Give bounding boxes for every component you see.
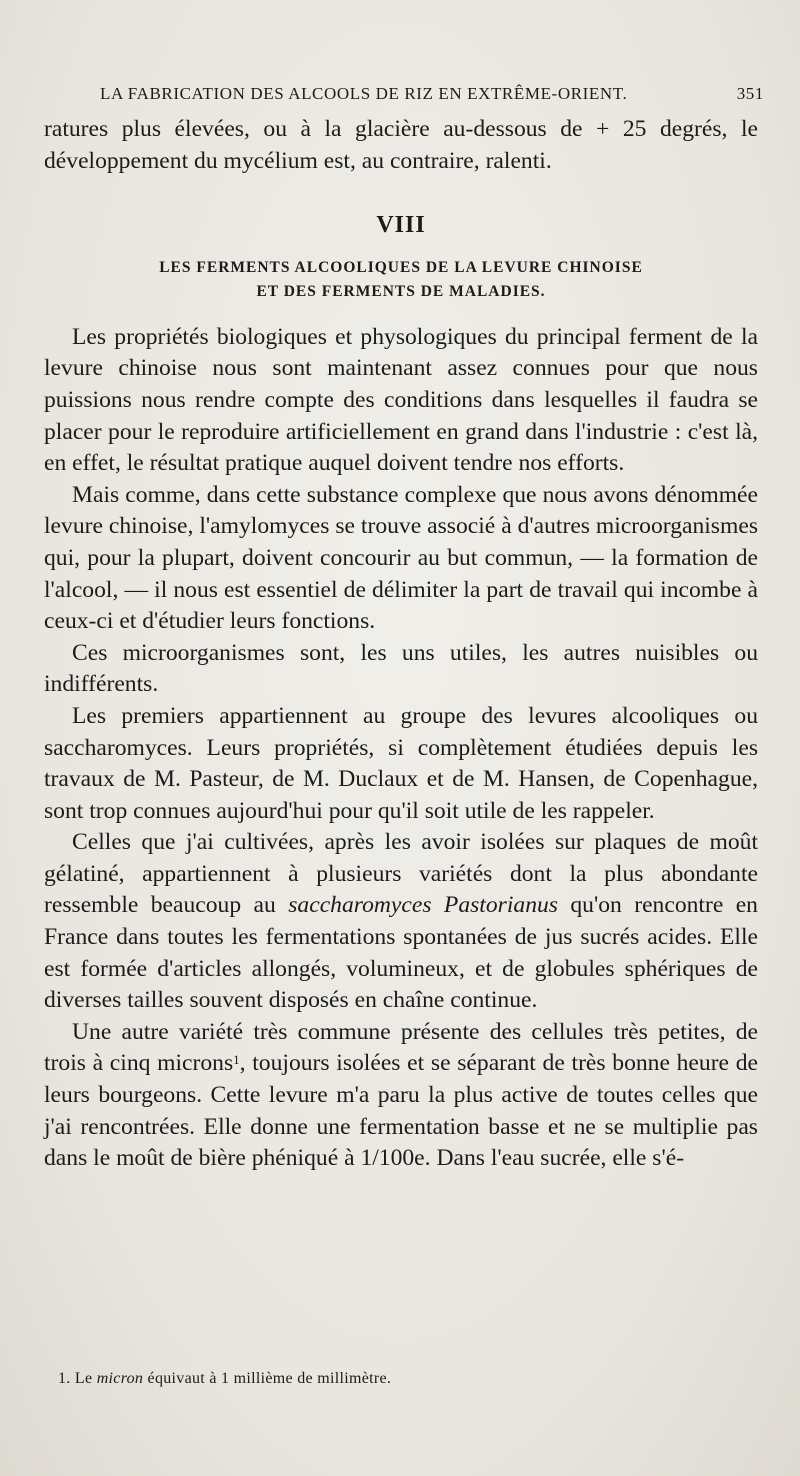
paragraph-text: qu'on rencontre en France dans toutes les fermentations spontanées de jus sucrés acides. Elle est formée d'articles allongés, volumineux, et de globules sphériques de diverses tailles souvent disposés en chaîne continue.: [44, 892, 758, 1014]
footnote: [58, 1370, 391, 1388]
species-name-italic: saccharomyces Pastorianus: [288, 892, 558, 919]
paragraph: Mais comme, dans cette substance complexe que nous avons dénommée levure chinoise, l'amylomyces se trouve associé à d'autres microorganismes qui, pour la plupart, doivent concourir au but commun, — la formation de l'alcool, — il nous est essentiel de délimiter la part de travail qui incombe à ceux-ci et d'étudier leurs fonctions.: [44, 481, 758, 635]
paragraph: Les premiers appartiennent au groupe des levures alcooliques ou saccharomyces. Leurs propriétés, si complètement étudiées depuis les travaux de M. Pasteur, de M. Duclaux et de M. Hansen, de Copenhague, sont trop connues aujourd'hui pour qu'il soit utile de les rappeler.: [44, 702, 758, 824]
paragraph-text: Une autre variété très commune présente des cellules très petites, de trois à cinq microns: [44, 1018, 758, 1077]
page-number: 351: [736, 84, 764, 103]
footnote-reference: 1: [233, 1052, 240, 1068]
chapter-title-line-1: LES FERMENTS ALCOOLIQUES DE LA LEVURE CHINOISE: [159, 258, 643, 276]
page-body: [44, 114, 758, 1175]
running-title: LA FABRICATION DES ALCOOLS DE RIZ EN EXTRÊME-ORIENT.: [100, 84, 628, 103]
paragraph-text: , toujours isolées et se séparant de très bonne heure de leurs bourgeons. Cette levure m'a paru la plus active de toutes celles que j'ai rencontrées. Elle donne une fermentation basse et ne se multiplie pas dans le moût de bière phéniqué à 1/100e. Dans l'eau sucrée, elle s'é-: [44, 1050, 758, 1172]
footnote-text: équivaut à 1 millième de millimètre.: [143, 1370, 392, 1387]
footnote-text: Le: [74, 1370, 97, 1387]
paragraph: [44, 827, 758, 1017]
chapter-title-line-2: ET DES FERMENTS DE MALADIES.: [256, 282, 546, 300]
paragraph: Les propriétés biologiques et physologiques du principal ferment de la levure chinoise nous sont maintenant assez connues pour que nous puissions nous rendre compte des conditions dans lesquelles il faudra se placer pour le reproduire artificiellement en grand dans l'industrie : c'est là, en effet, le résultat pratique auquel doivent tendre nos efforts.: [44, 323, 758, 477]
paragraph: [44, 1017, 758, 1175]
paragraph-text: Celles que j'ai cultivées, après les avoir isolées sur plaques de moût gélatiné, appartiennent à plusieurs variétés dont la plus abondante ressemble beaucoup au: [44, 829, 758, 919]
paragraph-continuation: ratures plus élevées, ou à la glacière au-dessous de + 25 degrés, le développement du mycélium est, au contraire, ralenti.: [44, 116, 758, 174]
paragraph: Ces microorganismes sont, les uns utiles, les autres nuisibles ou indifférents.: [44, 639, 758, 698]
footnote-marker: 1.: [58, 1370, 71, 1387]
chapter-title: [44, 256, 758, 304]
running-header: [100, 84, 764, 104]
chapter-number: VIII: [376, 212, 426, 239]
footnote-term-italic: micron: [96, 1370, 144, 1387]
